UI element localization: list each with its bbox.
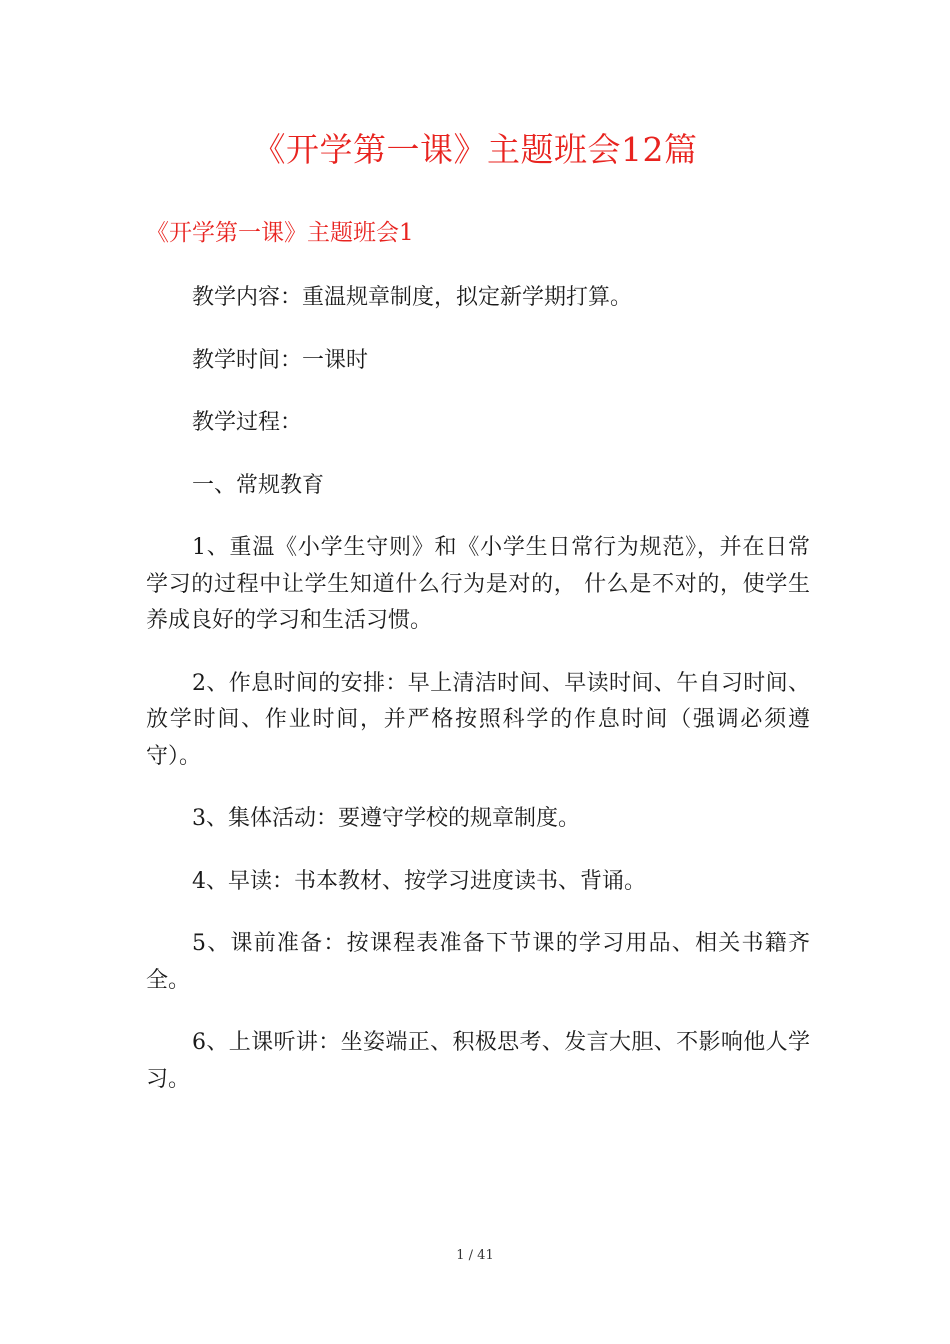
page-number: 1 / 41: [456, 1248, 494, 1263]
paragraph-teaching-time: 教学时间：一课时: [192, 347, 369, 373]
paragraph-item-5: 5、课前准备：按课程表准备下节课的学习用品、相关书籍齐全。: [146, 931, 810, 993]
paragraph-teaching-content: 教学内容：重温规章制度，拟定新学期打算。: [192, 285, 633, 310]
paragraph-item-4: 4、早读：书本教材、按学习进度读书、背诵。: [192, 868, 646, 894]
document-body: [146, 280, 810, 1124]
paragraph-teaching-process: 教学过程：: [192, 410, 303, 435]
document-title: 《开学第一课》主题班会12篇: [252, 130, 698, 169]
paragraph-item-6: 6、上课听讲：坐姿端正、积极思考、发言大胆、不影响他人学习。: [146, 1030, 810, 1092]
paragraph-item-2: 2、作息时间的安排：早上清洁时间、早读时间、午自习时间、放学时间、作业时间，并严格按照科学的作息时间（强调必须遵守）。: [146, 670, 810, 769]
paragraph-item-1: 1、重温《小学生守则》和《小学生日常行为规范》，并在日常学习的过程中让学生知道什么行为是对的， 什么是不对的，使学生养成良好的学习和生活习惯。: [146, 535, 810, 633]
paragraph-routine-education: 一、常规教育: [192, 472, 325, 498]
paragraph-item-3: 3、集体活动：要遵守学校的规章制度。: [192, 806, 580, 831]
section-heading: 《开学第一课》主题班会1: [146, 220, 414, 246]
